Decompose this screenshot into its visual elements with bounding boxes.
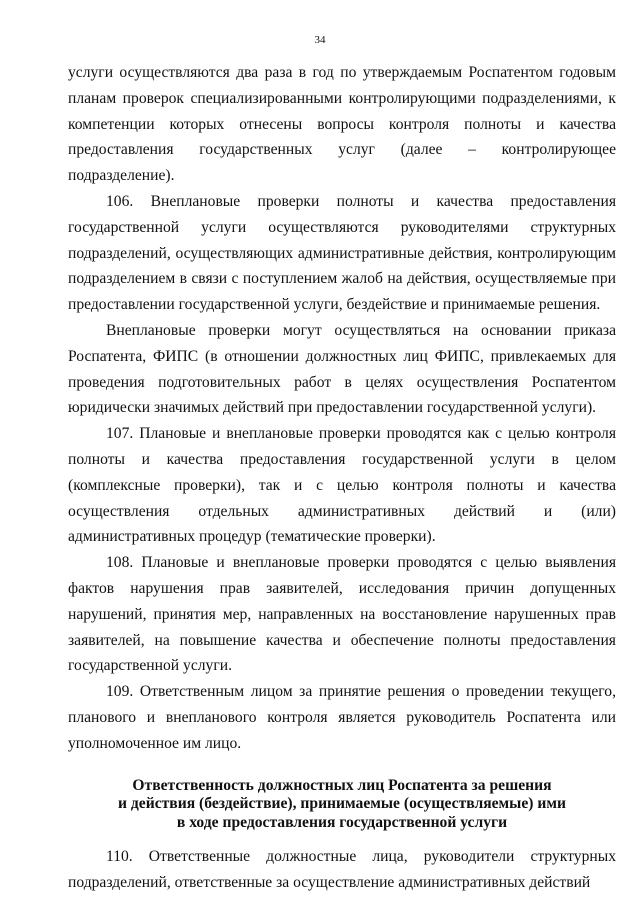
paragraph-108: 108. Плановые и внеплановые проверки проводятся с целью выявления фактов нарушения прав заявителей, исследования причин допущенных нарушений, принятия мер, направленных на восстановление нарушенных прав заявителей, на повышение качества и обеспечение полноты предоставления государственной услуги. [68, 554, 616, 675]
paragraph-109: 109. Ответственным лицом за принятие решения о проведении текущего, планового и внепланового контроля является руководитель Роспатента или уполномоченное им лицо. [68, 683, 616, 752]
document-body [68, 60, 616, 896]
paragraph-106: 106. Внеплановые проверки полноты и качества предоставления государственной услуги осуществляются руководителями структурных подразделений, осуществляющих административные действия, контролирующим подразделением в связи с поступлением жалоб на действия, осуществляемые при предоставлении государственной услуги, бездействие и принимаемые решения. [68, 192, 616, 314]
section-heading-line: Ответственность должностных лиц Роспатента за решения [132, 776, 552, 794]
page-number: 34 [314, 34, 326, 46]
paragraph-unscheduled-inspections: Внеплановые проверки могут осуществляться на основании приказа Роспатента, ФИПС (в отношении должностных лиц ФИПС, привлекаемых для проведения подготовительных работ в целях осуществления Роспатентом юридически значимых действий при предоставлении государственной услуги). [68, 321, 616, 417]
section-heading-line: в ходе предоставления государственной услуги [176, 813, 508, 831]
paragraph-continuation: услуги осуществляются два раза в год по утверждаемым Роспатентом годовым планам проверок специализированными контролирующими подразделениями, к компетенции которых отнесены вопросы контроля полноты и качества предоставления государственных услуг (далее – контролирующее подразделение). [68, 64, 616, 185]
section-heading-line: и действия (бездействие), принимаемые (осуществляемые) ими [118, 795, 566, 813]
paragraph-107: 107. Плановые и внеплановые проверки проводятся как с целью контроля полноты и качества предоставления государственной услуги в целом (комплексные проверки), так и с целью контроля полноты и качества осуществления отдельных административных действий и (или) административных процедур (тематические проверки). [68, 425, 616, 546]
paragraph-110: 110. Ответственные должностные лица, руководители структурных подразделений, ответственные за осуществление административных действий [68, 848, 616, 891]
section-heading [68, 777, 616, 833]
